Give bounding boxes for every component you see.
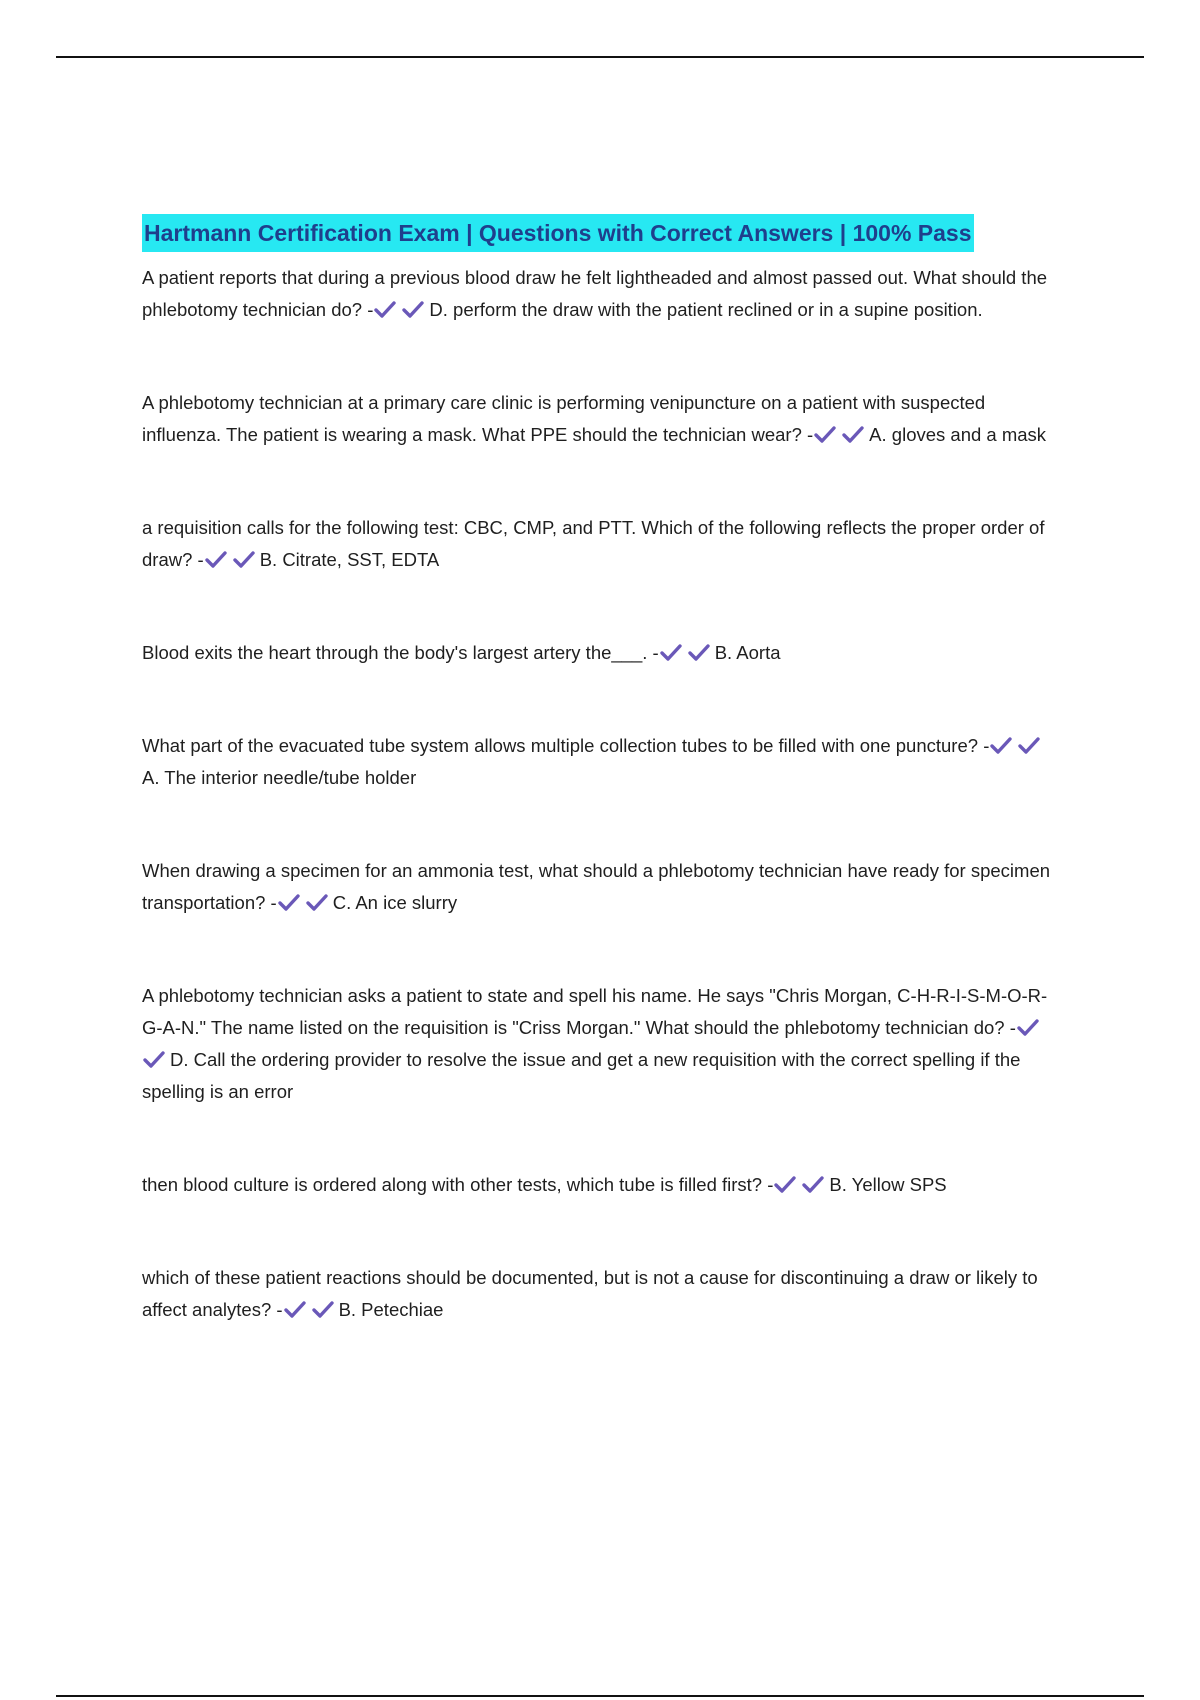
- question-text: What part of the evacuated tube system allows multiple collection tubes to be filled with one puncture? -: [142, 735, 990, 756]
- question-item: [142, 980, 1062, 1108]
- question-list: [142, 262, 1062, 1326]
- answer-text: A. The interior needle/tube holder: [142, 767, 417, 788]
- checkmark-icon: [311, 1300, 335, 1320]
- checkmark-icon: [801, 1175, 825, 1195]
- checkmark-icon: [989, 736, 1013, 756]
- question-text: A patient reports that during a previous blood draw he felt lightheaded and almost passed out. What should the phlebotomy technician do? -: [142, 267, 1048, 320]
- question-text: then blood culture is ordered along with other tests, which tube is filled first? -: [142, 1174, 774, 1195]
- bottom-rule: [56, 1695, 1144, 1697]
- answer-text: D. perform the draw with the patient reclined or in a supine position.: [429, 299, 983, 320]
- checkmark-icon: [232, 550, 256, 570]
- checkmark-icon: [841, 425, 865, 445]
- checkmark-icon: [283, 1300, 307, 1320]
- answer-text: B. Aorta: [714, 642, 781, 663]
- question-item: [142, 637, 1062, 669]
- answer-text: B. Citrate, SST, EDTA: [259, 549, 440, 570]
- checkmark-icon: [373, 300, 397, 320]
- question-text: When drawing a specimen for an ammonia test, what should a phlebotomy technician have ready for specimen transportation? -: [142, 860, 1051, 913]
- answer-text: C. An ice slurry: [332, 892, 458, 913]
- checkmark-icon: [687, 643, 711, 663]
- document-body: [142, 214, 1062, 1345]
- question-item: [142, 730, 1062, 794]
- question-item: [142, 1262, 1062, 1326]
- checkmark-icon: [204, 550, 228, 570]
- checkmark-icon: [813, 425, 837, 445]
- answer-text: B. Yellow SPS: [829, 1174, 947, 1195]
- checkmark-icon: [659, 643, 683, 663]
- checkmark-icon: [277, 893, 301, 913]
- checkmark-icon: [305, 893, 329, 913]
- question-item: [142, 512, 1062, 576]
- question-item: [142, 262, 1062, 326]
- question-text: A phlebotomy technician asks a patient to state and spell his name. He says "Chris Morgan, C-H-R-I-S-M-O-R-G-A-N." The name listed on the requisition is "Criss Morgan." What should the phlebotomy technician do? -: [142, 985, 1048, 1038]
- checkmark-icon: [401, 300, 425, 320]
- question-item: [142, 387, 1062, 451]
- question-text: A phlebotomy technician at a primary care clinic is performing venipuncture on a patient with suspected influenza. The patient is wearing a mask. What PPE should the technician wear? -: [142, 392, 986, 445]
- question-item: [142, 1169, 1062, 1201]
- top-rule: [56, 56, 1144, 58]
- checkmark-icon: [1016, 1018, 1040, 1038]
- checkmark-icon: [1017, 736, 1041, 756]
- question-text: Blood exits the heart through the body's largest artery the___. -: [142, 642, 659, 663]
- answer-text: B. Petechiae: [338, 1299, 444, 1320]
- document-title: Hartmann Certification Exam | Questions with Correct Answers | 100% Pass: [142, 214, 974, 252]
- checkmark-icon: [773, 1175, 797, 1195]
- question-item: [142, 855, 1062, 919]
- question-text: which of these patient reactions should be documented, but is not a cause for discontinuing a draw or likely to affect analytes? -: [142, 1267, 1038, 1320]
- answer-text: A. gloves and a mask: [869, 424, 1047, 445]
- question-text: a requisition calls for the following test: CBC, CMP, and PTT. Which of the following reflects the proper order of draw? -: [142, 517, 1045, 570]
- checkmark-icon: [142, 1050, 166, 1070]
- answer-text: D. Call the ordering provider to resolve the issue and get a new requisition with the correct spelling if the spelling is an error: [142, 1049, 1021, 1102]
